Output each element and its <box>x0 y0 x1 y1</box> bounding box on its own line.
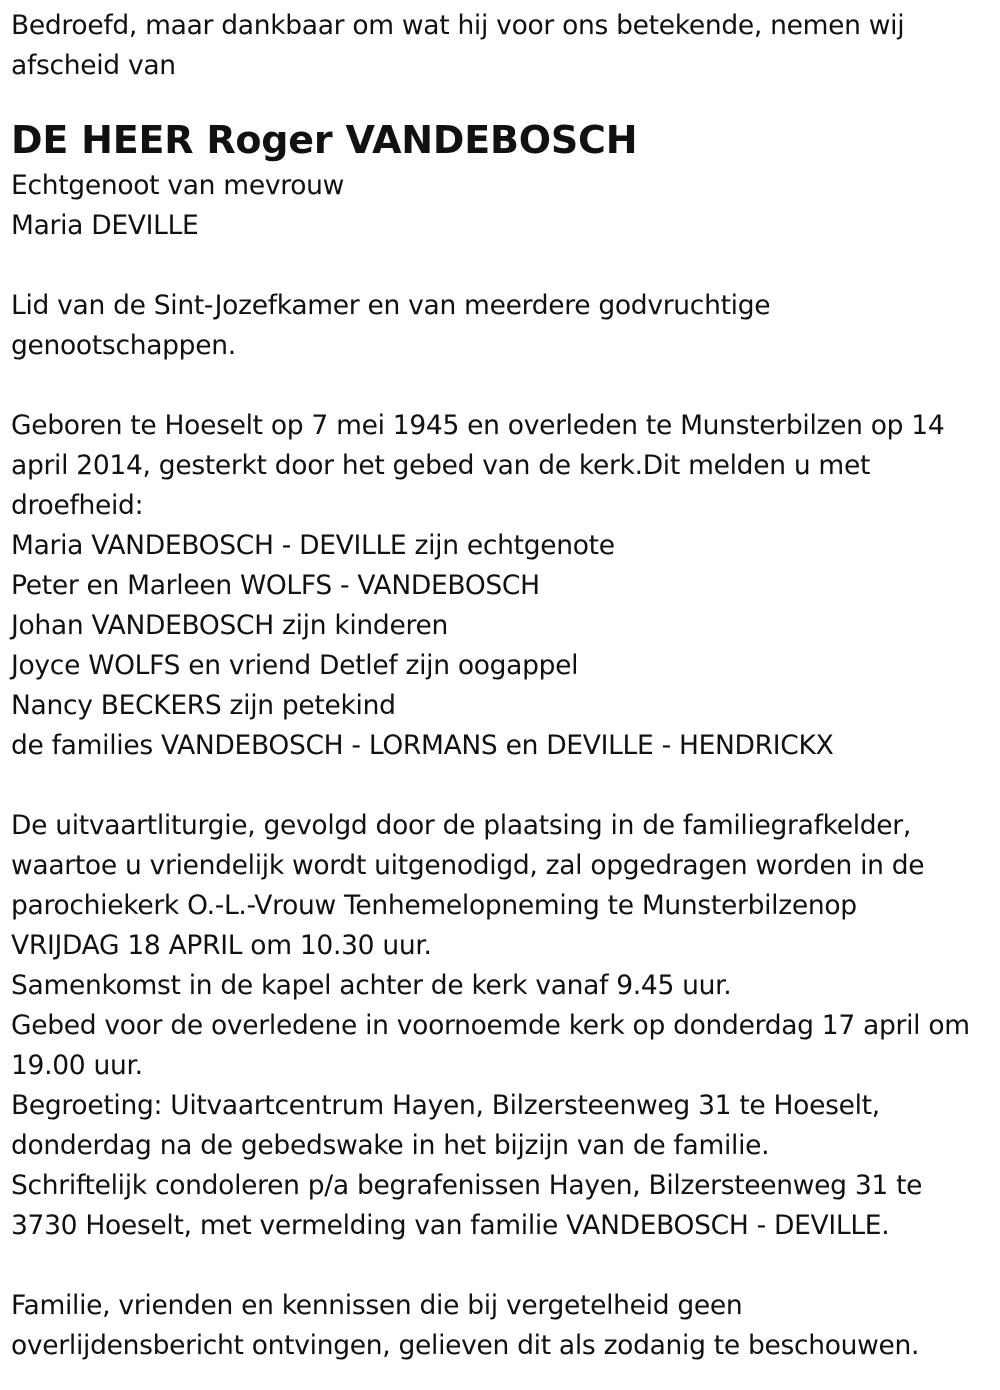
obituary-notice <box>11 0 996 1366</box>
family-member: Maria VANDEBOSCH - DEVILLE zijn echtgenote <box>11 530 615 561</box>
family-member: Johan VANDEBOSCH zijn kinderen <box>11 610 448 641</box>
birth-death-paragraph <box>11 406 996 526</box>
intro-paragraph <box>11 6 996 86</box>
paragraph-gap <box>11 366 996 406</box>
paragraph-gap <box>11 246 996 286</box>
funeral-paragraph <box>11 806 996 1246</box>
family-member: Nancy BECKERS zijn petekind <box>11 690 396 721</box>
paragraph-gap <box>11 766 996 806</box>
funeral-line: Begroeting: Uitvaartcentrum Hayen, Bilzersteenweg 31 te Hoeselt, <box>11 1090 880 1121</box>
funeral-line: donderdag na de gebedswake in het bijzijn van de familie. <box>11 1130 770 1161</box>
birth-death-line: april 2014, gesterkt door het gebed van de kerk.Dit melden u met <box>11 450 871 481</box>
paragraph-gap <box>11 1246 996 1286</box>
birth-death-line: Geboren te Hoeselt op 7 mei 1945 en overleden te Munsterbilzen op 14 <box>11 410 945 441</box>
family-list <box>11 526 996 766</box>
spouse-paragraph <box>11 166 996 246</box>
funeral-line: waartoe u vriendelijk wordt uitgenodigd, zal opgedragen worden in de <box>11 850 925 881</box>
funeral-line: De uitvaartliturgie, gevolgd door de plaatsing in de familiegrafkelder, <box>11 810 912 841</box>
spouse-line: Echtgenoot van mevrouw <box>11 170 344 201</box>
birth-death-line: droefheid: <box>11 490 144 521</box>
family-member: de families VANDEBOSCH - LORMANS en DEVILLE - HENDRICKX <box>11 730 834 761</box>
closing-paragraph <box>11 1286 996 1366</box>
deceased-name-heading: DE HEER Roger VANDEBOSCH <box>11 118 638 162</box>
family-member: Joyce WOLFS en vriend Detlef zijn oogappel <box>11 650 579 681</box>
membership-line: Lid van de Sint-Jozefkamer en van meerdere godvruchtige <box>11 290 771 321</box>
funeral-line: VRIJDAG 18 APRIL om 10.30 uur. <box>11 930 432 961</box>
funeral-line: 3730 Hoeselt, met vermelding van familie VANDEBOSCH - DEVILLE. <box>11 1210 890 1241</box>
membership-line: genootschappen. <box>11 330 236 361</box>
funeral-line: Gebed voor de overledene in voornoemde kerk op donderdag 17 april om <box>11 1010 970 1041</box>
family-member: Peter en Marleen WOLFS - VANDEBOSCH <box>11 570 540 601</box>
spouse-line: Maria DEVILLE <box>11 210 199 241</box>
funeral-line: parochiekerk O.-L.-Vrouw Tenhemelopneming te Munsterbilzenop <box>11 890 857 921</box>
membership-paragraph <box>11 286 996 366</box>
funeral-line: Schriftelijk condoleren p/a begrafenissen Hayen, Bilzersteenweg 31 te <box>11 1170 923 1201</box>
funeral-line: Samenkomst in de kapel achter de kerk vanaf 9.45 uur. <box>11 970 732 1001</box>
closing-line: Familie, vrienden en kennissen die bij vergetelheid geen <box>11 1290 743 1321</box>
intro-line: afscheid van <box>11 50 176 81</box>
funeral-line: 19.00 uur. <box>11 1050 143 1081</box>
closing-line: overlijdensbericht ontvingen, gelieven dit als zodanig te beschouwen. <box>11 1330 920 1361</box>
intro-line: Bedroefd, maar dankbaar om wat hij voor ons betekende, nemen wij <box>11 10 905 41</box>
